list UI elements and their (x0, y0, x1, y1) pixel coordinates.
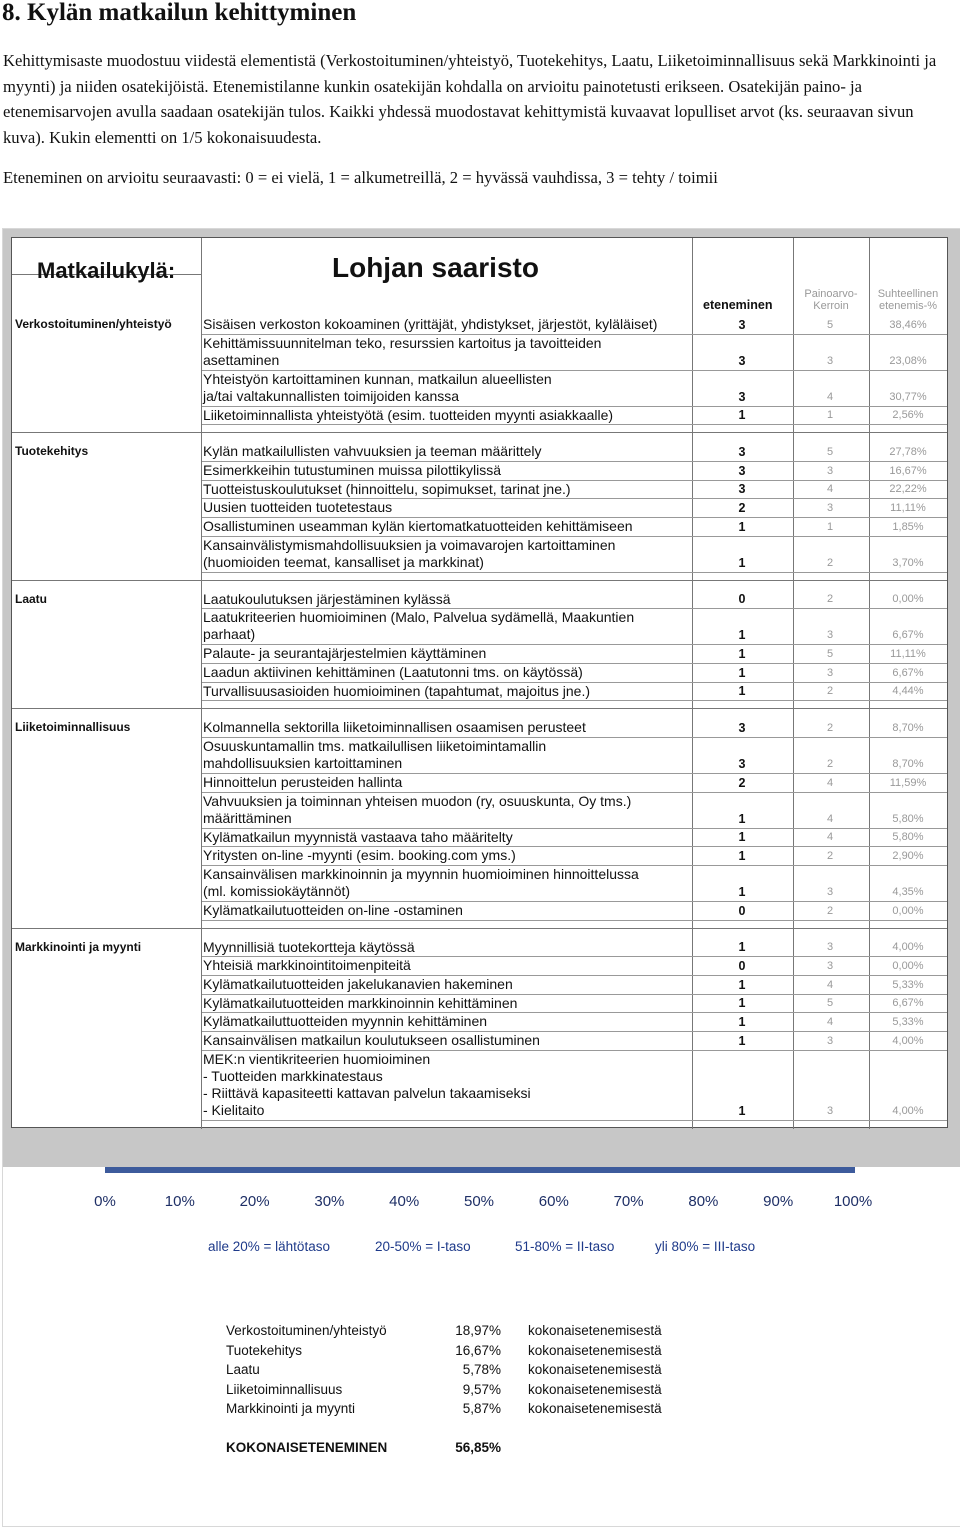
col-header-painoarvo: Painoarvo- Kerroin (804, 288, 858, 312)
summary-element-name: Laatu (226, 1362, 260, 1377)
eteneminen-value: 1 (738, 646, 746, 661)
item-line: Yhteisiä markkinointitoimenpiteitä (203, 957, 411, 974)
eteneminen-value: 3 (738, 463, 746, 478)
item-text (203, 518, 633, 535)
row-divider (202, 572, 947, 573)
eteneminen-value: 1 (738, 555, 746, 570)
item-text (203, 995, 517, 1012)
summary-element-name: Verkostoituminen/yhteistyö (226, 1323, 387, 1338)
row-divider (202, 920, 947, 921)
painoarvo-value: 4 (826, 831, 834, 844)
painoarvo-value: 5 (826, 445, 834, 458)
summary-element-pct: 5,87% (462, 1401, 501, 1416)
eteneminen-value: 1 (738, 977, 746, 992)
item-text (203, 847, 516, 864)
painoarvo-value: 3 (826, 885, 834, 898)
item-line: Kansainvälisen matkailun koulutukseen osallistuminen (203, 1032, 540, 1048)
eteneminen-value: 1 (738, 848, 746, 863)
painoarvo-value: 3 (826, 1034, 834, 1047)
summary-element-pct: 5,78% (462, 1362, 501, 1377)
section-name: Liiketoiminnallisuus (15, 720, 131, 735)
section-name: Verkostoituminen/yhteistyö (15, 317, 172, 331)
item-text (203, 462, 501, 479)
suhteellinen-value: 6,67% (892, 666, 924, 679)
village-name: Lohjan saaristo (332, 252, 539, 283)
painoarvo-value: 4 (826, 483, 834, 496)
item-line: Osuuskuntamallin tms. matkailullisen liiketoimintamallin (203, 738, 547, 754)
summary-element-pct: 16,67% (455, 1342, 501, 1358)
scale-tick-label: 80% (688, 1193, 719, 1210)
suhteellinen-value: 30,77% (889, 390, 927, 403)
item-line: Esimerkkeihin tutustuminen muissa pilottikylissä (203, 461, 501, 478)
eteneminen-value: 1 (738, 1015, 746, 1029)
scale-tick-label: 70% (613, 1193, 644, 1210)
item-line: Kylän matkailullisten vahvuuksien ja teeman määrittely (203, 443, 542, 460)
item-text (203, 645, 486, 662)
painoarvo-value: 4 (826, 812, 834, 825)
item-line: Kehittämissuunnitelman teko, resurssien kartoitus ja tavoitteiden (203, 334, 602, 351)
eteneminen-value: 0 (738, 958, 746, 973)
scale-tick-label: 90% (763, 1193, 794, 1210)
painoarvo-value: 2 (826, 722, 834, 734)
row-divider (202, 1120, 947, 1121)
section-divider (12, 580, 947, 581)
scale-tick-label: 30% (314, 1193, 345, 1210)
suhteellinen-value: 0,00% (892, 904, 924, 917)
painoarvo-value: 3 (826, 354, 834, 367)
intro-paragraph: Kehittymisaste muodostuu viidestä elementistä (Verkostoituminen/yhteistyö, Tuotekehitys, Laatu, Liiketoiminnallisuus sekä Markkinointi ja myynti) ja niiden osatekijöistä. Etenemistilanne kunkin osatekijän kohdalla on arvioitu painotetusti erikseen. Osatekijän paino- ja etenemisarvojen avulla saadaan osatekijän tulos. Kaikki yhdessä muodostavat kehittymistä kuvaavat lopulliset arvot (ks. seuraavan sivun kuva). Kukin elementti on 1/5 kokonaisuudesta. (3, 51, 937, 147)
col-header-eteneminen: eteneminen (703, 298, 773, 312)
scale-tick-label: 50% (463, 1193, 495, 1210)
row-divider (202, 424, 947, 425)
eteneminen-value: 0 (738, 592, 746, 607)
item-line: - Riittävä kapasiteetti kattavan palvelun takaamiseksi (203, 1084, 531, 1101)
item-line: Tuotteistuskoulutukset (hinnoittelu, sopimukset, tarinat jne.) (203, 480, 571, 497)
painoarvo-value: 5 (826, 318, 834, 331)
suhteellinen-value: 27,78% (889, 445, 927, 458)
item-text (203, 609, 634, 643)
suhteellinen-value: 5,33% (892, 978, 924, 991)
item-line: Kylämatkailutuotteiden markkinoinnin kehittäminen (203, 994, 518, 1011)
item-text (203, 335, 601, 369)
summary-element-suffix: kokonaisetenemisestä (528, 1362, 662, 1377)
item-text (203, 1013, 487, 1030)
painoarvo-value: 4 (826, 978, 834, 991)
item-line: Uusien tuotteiden tuotetestaus (203, 499, 393, 516)
item-line: Laatukriteerien huomioiminen (Malo, Palvelua sydämellä, Maakuntien (203, 609, 635, 626)
eteneminen-value: 1 (738, 665, 746, 680)
scale-tick-label: 40% (389, 1193, 420, 1210)
item-text (203, 902, 463, 919)
summary-element-suffix: kokonaisetenemisestä (528, 1323, 662, 1338)
summary-element-suffix: kokonaisetenemisestä (528, 1401, 662, 1416)
section-name: Tuotekehitys (15, 444, 89, 459)
village-label: Matkailukylä: (37, 258, 176, 283)
suhteellinen-value: 16,67% (889, 464, 927, 477)
item-text (203, 371, 552, 405)
scale-legend-item: yli 80% = III-taso (655, 1239, 756, 1254)
item-text (203, 537, 615, 571)
eteneminen-value: 1 (738, 408, 746, 423)
item-line: MEK:n vientikriteerien huomioiminen (203, 1050, 431, 1067)
item-line: Yritysten on-line -myynti (esim. booking.com yms.) (203, 847, 516, 864)
summary-element-pct: 18,97% (455, 1323, 501, 1338)
suhteellinen-value: 11,11% (890, 647, 926, 660)
item-line: Palaute- ja seurantajärjestelmien käyttäminen (203, 645, 487, 662)
eteneminen-value: 1 (738, 519, 746, 534)
spreadsheet-frame (3, 229, 960, 1167)
item-text (203, 1051, 531, 1119)
painoarvo-value: 4 (826, 1016, 834, 1028)
eteneminen-value: 1 (738, 1033, 746, 1048)
item-line: - Kielitaito (203, 1101, 265, 1118)
item-text (203, 738, 546, 772)
painoarvo-value: 4 (826, 390, 834, 403)
painoarvo-value: 3 (826, 959, 834, 972)
suhteellinen-value: 1,85% (892, 520, 924, 533)
item-line: Osallistuminen useamman kylän kiertomatkatuotteiden kehittämiseen (203, 518, 633, 534)
suhteellinen-value: 4,00% (892, 1105, 924, 1117)
eteneminen-value: 1 (738, 628, 746, 643)
section-name: Laatu (15, 591, 48, 606)
eteneminen-value: 3 (738, 389, 746, 404)
item-line: - Tuotteiden markkinatestaus (203, 1067, 383, 1084)
item-text (203, 1032, 540, 1049)
item-text (203, 683, 590, 700)
item-line: Sisäisen verkoston kokoaminen (yrittäjät, yhdistykset, järjestöt, kyläläiset) (203, 316, 658, 332)
item-line: Liiketoiminnallista yhteistyötä (esim. tuotteiden myynti asiakkaalle) (203, 406, 614, 423)
eteneminen-value: 3 (738, 317, 746, 332)
scale-paragraph: Eteneminen on arvioitu seuraavasti: 0 = ei vielä, 1 = alkumetreillä, 2 = hyvässä vauhdissa, 3 = tehty / toimii (3, 168, 718, 187)
suhteellinen-value: 5,33% (892, 1016, 924, 1028)
suhteellinen-value: 6,67% (892, 629, 924, 642)
item-line: Hinnoittelun perusteiden hallinta (203, 773, 403, 790)
item-text (203, 591, 450, 608)
progress-scale (3, 1167, 960, 1287)
item-text (203, 719, 586, 736)
suhteellinen-value: 5,80% (892, 812, 924, 825)
eteneminen-value: 1 (738, 830, 746, 845)
scale-tick-label: 60% (538, 1193, 569, 1210)
item-line: (huomioiden teemat, kansalliset ja markkinat) (203, 553, 484, 570)
suhteellinen-value: 3,70% (892, 556, 924, 569)
item-line: Kolmannella sektorilla liiketoiminnallisen osaamisen perusteet (203, 719, 586, 736)
item-line: Kylämatkailuttuotteiden myynnin kehittäminen (203, 1013, 488, 1030)
item-line: Laadun aktiivinen kehittäminen (Laatutonni tms. on käytössä) (203, 663, 583, 680)
eteneminen-value: 3 (738, 353, 746, 368)
suhteellinen-value: 11,11% (890, 502, 926, 514)
summary-block (3, 1319, 960, 1479)
eteneminen-value: 1 (738, 811, 746, 826)
painoarvo-value: 3 (826, 629, 834, 642)
painoarvo-value: 5 (826, 997, 834, 1010)
painoarvo-value: 1 (826, 520, 834, 533)
item-line: Kylämatkailutuotteiden jakelukanavien hakeminen (203, 975, 513, 992)
item-text (203, 481, 571, 498)
painoarvo-value: 4 (826, 776, 834, 789)
progress-bar-edge (105, 1167, 855, 1173)
item-text (203, 866, 639, 900)
evaluation-table (11, 237, 948, 1128)
section-heading: 8. Kylän matkailun kehittyminen (2, 0, 357, 26)
painoarvo-value: 2 (826, 685, 834, 698)
item-line: asettaminen (203, 351, 280, 368)
painoarvo-value: 2 (826, 904, 834, 917)
scale-legend-item: 51-80% = II-taso (515, 1239, 615, 1254)
item-text (203, 957, 411, 974)
embedded-spreadsheet-image (2, 228, 960, 1527)
item-text (203, 774, 402, 791)
item-text (203, 664, 583, 681)
section-name: Markkinointi ja myynti (15, 939, 142, 954)
item-line: ja/tai valtakunnallisten toimijoiden kanssa (203, 387, 460, 404)
painoarvo-value: 3 (826, 666, 834, 679)
item-text (203, 829, 513, 846)
summary-element-suffix: kokonaisetenemisestä (528, 1381, 662, 1397)
painoarvo-value: 3 (826, 1105, 834, 1117)
suhteellinen-value: 4,44% (892, 685, 924, 698)
summary-total-label: KOKONAISETENEMINEN (226, 1440, 388, 1455)
item-text (203, 316, 657, 333)
item-line: parhaat) (203, 626, 256, 643)
suhteellinen-value: 38,46% (889, 318, 927, 331)
item-text (203, 499, 392, 516)
section-divider (12, 708, 947, 709)
painoarvo-value: 2 (826, 757, 834, 770)
eteneminen-value: 1 (738, 884, 746, 899)
eteneminen-value: 3 (738, 482, 746, 497)
item-line: määrittäminen (203, 809, 292, 826)
summary-element-pct: 9,57% (462, 1381, 501, 1397)
painoarvo-value: 2 (826, 593, 834, 606)
col-header-suhteellinen: Suhteellinen etenemis-% (877, 288, 939, 312)
item-line: Kylämatkailutuotteiden on-line -ostaminen (203, 901, 463, 918)
item-line: Yhteistyön kartoittaminen kunnan, matkailun alueellisten (203, 370, 552, 387)
scale-tick-label: 10% (164, 1193, 195, 1210)
item-line: mahdollisuuksien kartoittaminen (203, 755, 403, 771)
item-text (203, 443, 542, 460)
item-line: Kansainvälisen markkinoinnin ja myynnin huomioiminen hinnoittelussa (203, 865, 639, 882)
eteneminen-value: 3 (738, 756, 746, 771)
section-divider (12, 928, 947, 929)
suhteellinen-value: 6,67% (892, 997, 924, 1010)
summary-element-name: Liiketoiminnallisuus (226, 1381, 343, 1397)
eteneminen-value: 1 (738, 940, 746, 955)
item-line: Turvallisuusasioiden huomioiminen (tapahtumat, majoitus jne.) (203, 682, 591, 699)
suhteellinen-value: 4,35% (892, 885, 924, 898)
eteneminen-value: 0 (738, 903, 746, 918)
summary-element-name: Markkinointi ja myynti (226, 1401, 356, 1416)
suhteellinen-value: 23,08% (889, 354, 927, 367)
painoarvo-value: 2 (826, 849, 834, 862)
eteneminen-value: 1 (738, 996, 746, 1011)
eteneminen-value: 3 (738, 721, 746, 735)
eteneminen-value: 1 (738, 1104, 746, 1118)
scale-tick-label: 20% (239, 1193, 270, 1210)
item-line: Kylämatkailun myynnistä vastaava taho määritelty (203, 828, 513, 845)
item-line: (ml. komissiokäytännöt) (203, 882, 351, 899)
painoarvo-value: 1 (826, 409, 834, 422)
item-text (203, 407, 613, 424)
item-line: Kansainvälistymismahdollisuuksien ja voimavarojen kartoittaminen (203, 536, 616, 553)
painoarvo-value: 3 (826, 464, 834, 477)
suhteellinen-value: 22,22% (889, 483, 927, 496)
scale-legend-item: 20-50% = I-taso (375, 1239, 471, 1254)
suhteellinen-value: 0,00% (892, 593, 924, 606)
painoarvo-value: 5 (826, 647, 834, 660)
eteneminen-value: 2 (738, 501, 746, 515)
summary-element-suffix: kokonaisetenemisestä (528, 1342, 662, 1358)
scale-legend-item: alle 20% = lähtötaso (208, 1239, 330, 1254)
painoarvo-value: 2 (826, 556, 834, 569)
suhteellinen-value: 0,00% (892, 959, 924, 972)
section-divider (12, 432, 947, 433)
scale-tick-label: 0% (94, 1193, 116, 1210)
item-text (203, 939, 415, 956)
suhteellinen-value: 11,59% (889, 776, 927, 789)
eteneminen-value: 3 (738, 444, 746, 459)
eteneminen-value: 1 (738, 684, 746, 699)
item-line: Vahvuuksien ja toiminnan yhteisen muodon (ry, osuuskunta, Oy tms.) (203, 792, 632, 809)
suhteellinen-value: 2,56% (892, 409, 924, 422)
suhteellinen-value: 4,00% (892, 941, 924, 954)
suhteellinen-value: 4,00% (892, 1034, 924, 1047)
suhteellinen-value: 5,80% (892, 831, 924, 844)
item-line: Laatukoulutuksen järjestäminen kylässä (203, 590, 451, 607)
suhteellinen-value: 8,70% (892, 722, 924, 734)
summary-element-name: Tuotekehitys (226, 1342, 303, 1358)
suhteellinen-value: 2,90% (892, 849, 924, 862)
item-line: Myynnillisiä tuotekortteja käytössä (203, 938, 415, 955)
suhteellinen-value: 8,70% (892, 757, 924, 770)
item-text (203, 793, 631, 827)
item-text (203, 976, 513, 993)
painoarvo-value: 3 (826, 941, 834, 954)
painoarvo-value: 3 (826, 502, 834, 514)
scale-tick-label: 100% (833, 1193, 873, 1210)
eteneminen-value: 2 (738, 775, 746, 790)
summary-total-pct: 56,85% (455, 1440, 501, 1455)
row-divider (202, 700, 947, 701)
